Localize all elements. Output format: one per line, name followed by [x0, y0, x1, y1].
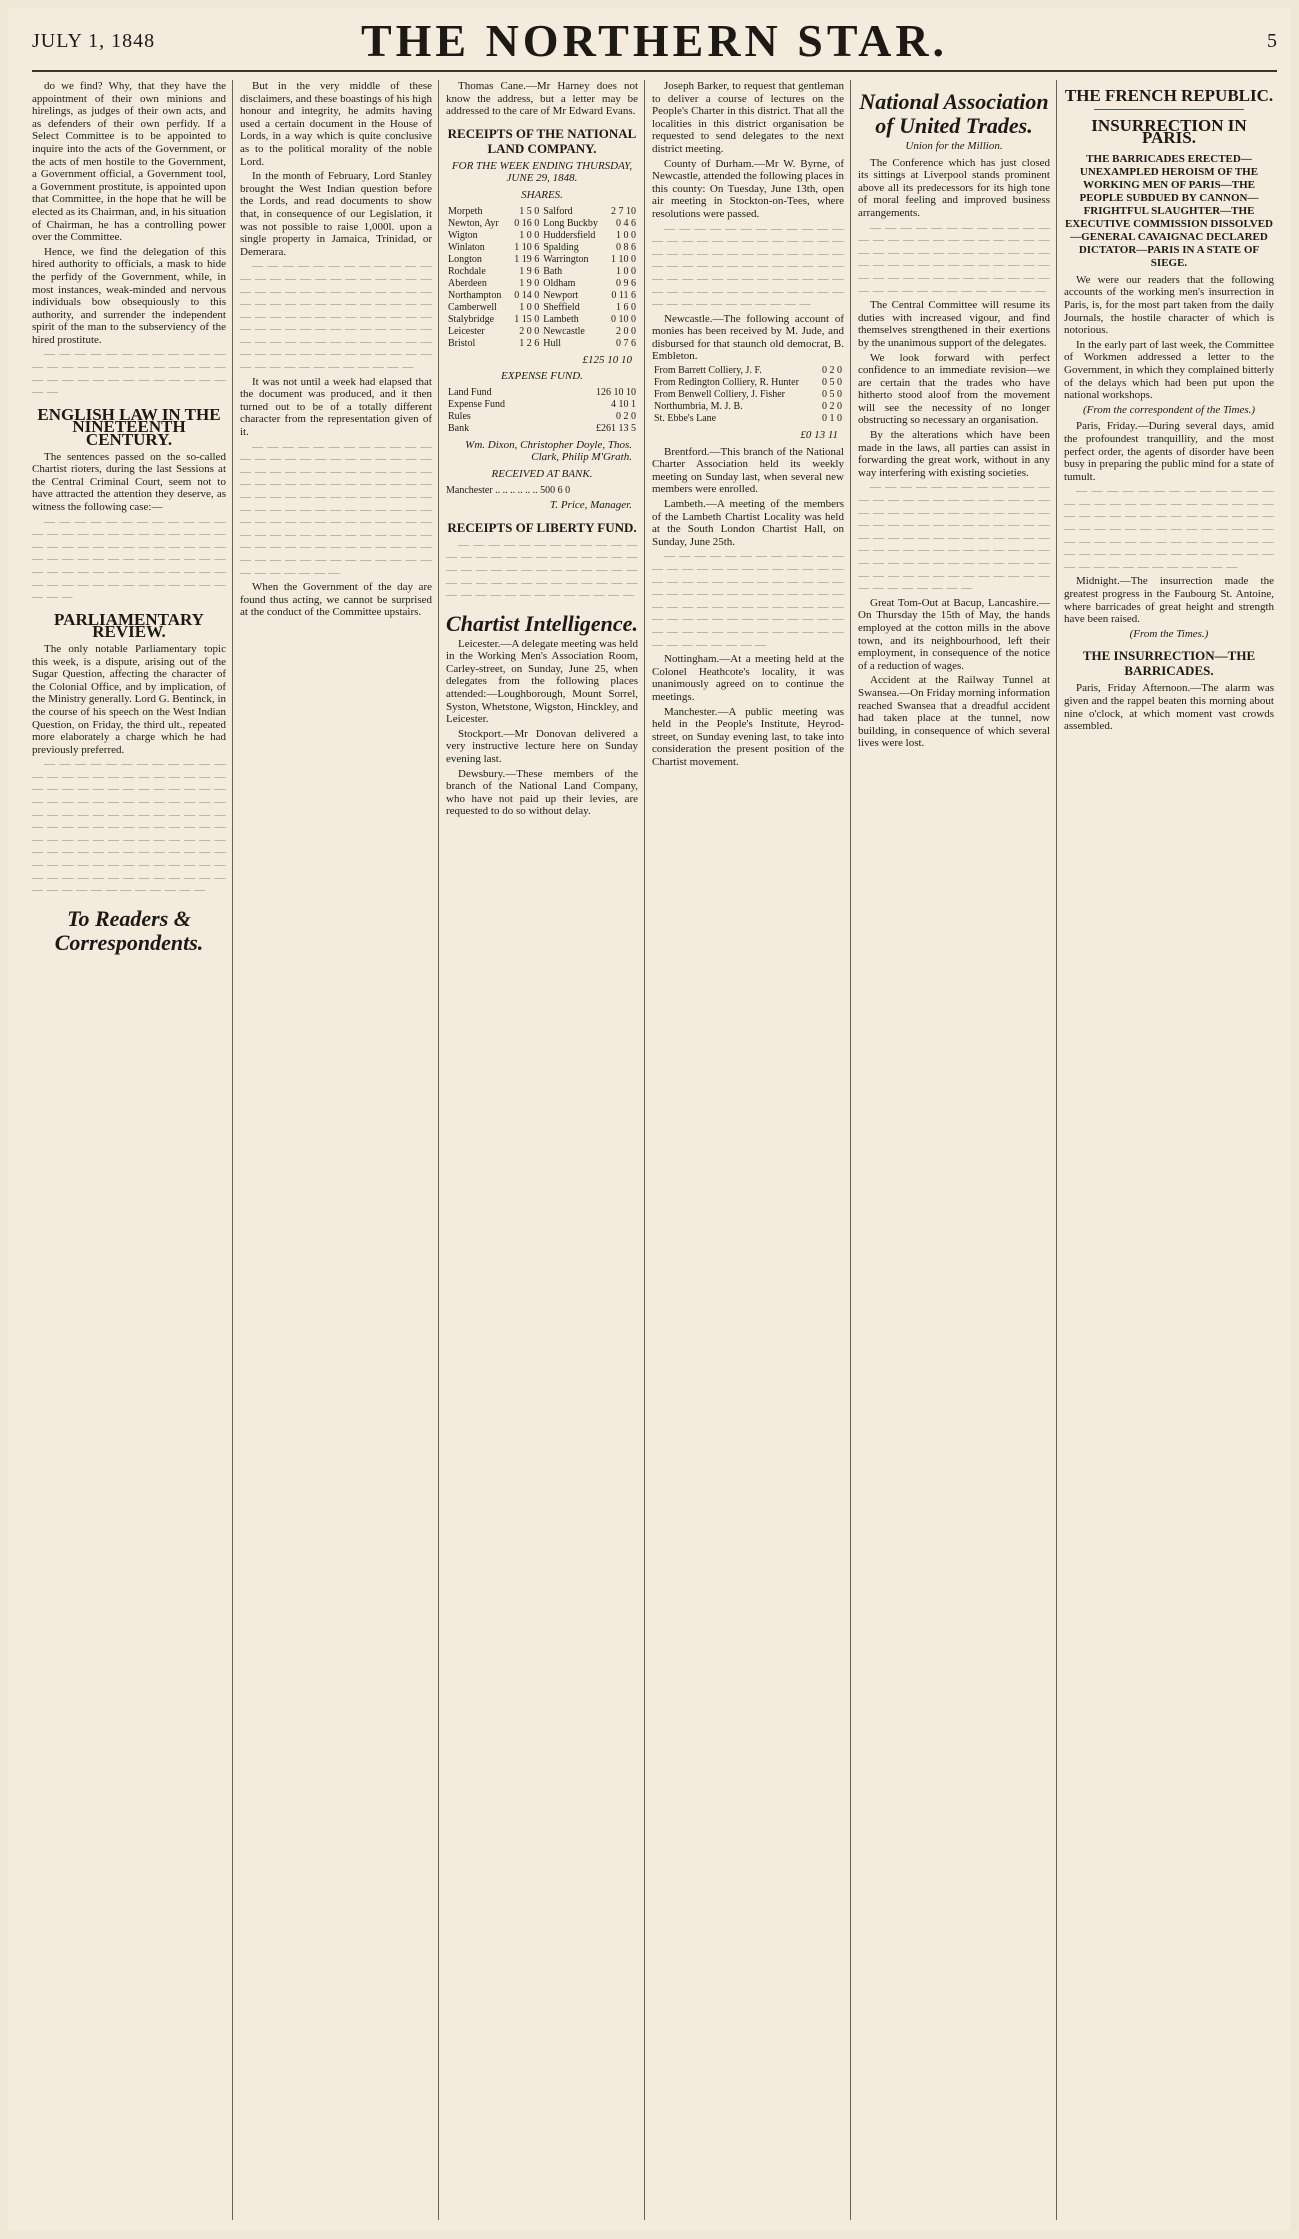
column-rule [438, 80, 439, 2220]
place-cell: Aberdeen [448, 277, 487, 289]
label-cell: From Benwell Colliery, J. Fisher [654, 389, 786, 401]
amount-cell: 1 5 0 [519, 205, 540, 217]
table-row [446, 278, 638, 290]
source-label: (From the Times.) [1129, 627, 1209, 640]
table-row [652, 401, 844, 413]
amount-cell: 0 5 0 [822, 377, 842, 389]
amount-cell: 126 10 10 [596, 386, 636, 398]
article-paragraph: The Conference which has just closed its sittings at Liverpool stands prominent above all its predecessors for its high tone of moral feeling and improved business arrangements. [858, 156, 1050, 219]
text-filler: — — — — — — — — — — — — — — — — — — — — — — — — — — — — — — — — — — — — — — — — — — — — — — — — — — — — — — — — — — — — — — — — — — — — — — — — — — — — — [858, 221, 1050, 297]
place-cell: Longton [448, 253, 482, 265]
article-paragraph: The sentences passed on the so-called Chartist rioters, during the last Sessions at the Central Criminal Court, seem not to have attracted the attention they deserve, as witness the following case:— [32, 450, 226, 513]
place-cell: Camberwell [448, 301, 497, 313]
amount-cell: 1 9 0 [519, 277, 540, 289]
table-row [446, 387, 638, 399]
amount-cell: 1 0 0 [616, 265, 636, 277]
column-rule [850, 80, 851, 2220]
article-paragraph: do we find? Why, that they have the appointment of their own minions and hirelings, as judges of their own acts, and as defenders of their own perfidy. If a Select Committee is to be appointed to inquire into the acts of the Government, or the acts of men hostile to the Government, a Government official, a Government tool, a Government prostitute, is appointed upon that Committee, in the hope that he will be elected as its Chairman, and, in his situation of Chairman, he has a controlling power over the Committee. [32, 80, 226, 244]
article-paragraph: We were our readers that the following accounts of the working men's insurrection in Paris, is, for the most part taken from the daily Journals, the hostile character of which is notorious. [1064, 273, 1274, 337]
amount-cell: 1 19 6 [514, 253, 540, 265]
article-paragraph: It was not until a week had elapsed that the document was produced, and it then turned out to be of a totally different character from the representation given of it. [240, 375, 432, 439]
section-heading: To Readers & Correspondents. [54, 905, 204, 955]
article-paragraph: Accident at the Railway Tunnel at Swansea.—On Friday morning information reached Swansea that a dreadful accident had taken place at the tunnel, now building, in consequence of which several lives were lost. [858, 674, 1050, 750]
article-paragraph: The Central Committee will resume its duties with increased vigour, and find themselves strengthened in their exertions by the unanimous support of the delegates. [858, 299, 1050, 349]
table-row [446, 254, 638, 266]
article-paragraph: Great Tom-Out at Bacup, Lancashire.—On Thursday the 15th of May, the hands employed at the cotton mills in the above town, and its neighbourhood, left their employment, in consequence of the notice of a reduction of wages. [858, 596, 1050, 672]
signatories: Wm. Dixon, Christopher Doyle, Thos. Clark, Philip M'Grath. [465, 438, 632, 464]
page-number: 5 [1267, 30, 1277, 52]
article-paragraph: When the Government of the day are found thus acting, we cannot be surprised at the conduct of the Committee upstairs. [240, 581, 432, 619]
article-paragraph: Paris, Friday Afternoon.—The alarm was given and the rappel beaten this morning about nine o'clock, at which moment vast crowds assembled. [1064, 682, 1274, 733]
text-filler: — — — — — — — — — — — — — — — — — — — — — — — — — — — — — — — — — — — — — — — — — — — — — — — — — — — — — — — — — — — — — — — — — — — — — — — — — — — — — — — — — — — — — — — — — — — — — — — — — — — — — — — — — — — — — — — [858, 481, 1050, 595]
table-label: SHARES. [521, 188, 563, 201]
amount-cell: 2 0 0 [519, 325, 540, 337]
section-heading: Chartist Intelligence. [446, 610, 638, 636]
article-paragraph: Brentford.—This branch of the National Charter Association held its weekly meeting on Sunday last, when several new members were enrolled. [652, 445, 844, 496]
table-row [446, 338, 638, 350]
section-heading: THE INSURRECTION—THE BARRICADES. [1082, 648, 1256, 679]
bank-line: Manchester .. .. .. .. .. .. 500 6 0 [446, 484, 571, 496]
rule [1094, 109, 1244, 110]
table-row [446, 302, 638, 314]
article-summary: THE BARRICADES ERECTED—UNEXAMPLED HEROISM OF THE WORKING MEN OF PARIS—THE PEOPLE SUBDUED BY CANNON—FRIGHTFUL SLAUGHTER—THE EXECUTIVE COMMISSION DISSOLVED—GENERAL CAVAIGNAC DECLARED DICTATOR—PARIS IN A STATE OF SIEGE. [1064, 152, 1274, 269]
place-cell: Newcastle [543, 325, 585, 337]
table-row [446, 290, 638, 302]
article-paragraph: Lambeth.—A meeting of the members of the Lambeth Chartist Locality was held at the South London Chartist Hall, on Sunday, June 25th. [652, 498, 844, 548]
label-cell: Land Fund [448, 386, 492, 398]
column-5 [858, 80, 1050, 2220]
amount-cell: 1 0 0 [519, 229, 540, 241]
table-row [652, 365, 844, 377]
place-cell: Bristol [448, 337, 476, 349]
table-label: RECEIVED AT BANK. [491, 467, 593, 480]
place-cell: Warrington [543, 253, 589, 265]
amount-cell: 2 0 0 [616, 325, 636, 337]
amount-cell: 0 1 0 [822, 413, 842, 425]
table-label: EXPENSE FUND. [501, 370, 583, 383]
text-filler: — — — — — — — — — — — — — — — — — — — — — — — — — — — — — — — — — — — — — — — — — — — — — — — — — — — — — — — — — — — — — — — — — — — — — — — — — — — — — — — — — — — — — — — — — — — — — — — — — — — — — — — — — — — — — — — — — — — [240, 260, 432, 374]
section-heading: RECEIPTS OF LIBERTY FUND. [447, 519, 637, 535]
place-cell: Newton, Ayr [448, 217, 499, 229]
column-4 [652, 80, 844, 2220]
amount-cell: 0 9 6 [616, 277, 636, 289]
place-cell: Northampton [448, 289, 502, 301]
article-paragraph: Hence, we find the delegation of this hired authority to officials, a mask to hide the perfidy of the Government, while, in most instances, weak-minded and nervous individuals bow obsequiously to this authority, and surrender the independent spirit of the man to the subserviency of the hired prostitute. [32, 245, 226, 346]
text-filler: — — — — — — — — — — — — — — — — — — — — — — — — — — — — — — — — — — — — — — — — — — — — — — — — — — — — — — — — — — — — — — — — — — — — — — — — — — — — — — — — — — — — — — — — — — — — — — — — — — — — — — — — — — — — — — — — — — — — — — — — — — — — — — — — — — — — — — — — — — — — — [32, 758, 226, 897]
place-cell: Sheffield [543, 301, 580, 313]
place-cell: Rochdale [448, 265, 486, 277]
amount-cell: 1 6 0 [616, 301, 636, 313]
table-row [446, 314, 638, 326]
column-2 [240, 80, 432, 2220]
amount-cell: 0 7 6 [616, 337, 636, 349]
text-filler: — — — — — — — — — — — — — — — — — — — — — — — — — — — — — — — — — — — — — — — — — — — — — — — — — — — — — — — — — — — — — — — — — — — — — — — — — — — — — — — — — — — — — — — — — — — — — — — — — — — — — — — — — — — — — — — — — — — — — — — — — — — — — — — — — — — — — — — — [240, 440, 432, 579]
place-cell: Oldham [543, 277, 576, 289]
place-cell: Stalybridge [448, 313, 495, 325]
place-cell: Morpeth [448, 205, 483, 217]
article-paragraph: Paris, Friday.—During several days, amid the profoundest tranquillity, and the most perfect order, the agents of disorder have been busy in preparing the public mind for a state of tumult. [1064, 420, 1274, 483]
table-row [446, 411, 638, 423]
bank-signature: T. Price, Manager. [550, 499, 632, 512]
section-heading: National Association of United Trades. [859, 89, 1049, 138]
masthead-rule [32, 70, 1277, 72]
section-subheading: FOR THE WEEK ENDING THURSDAY, JUNE 29, 1848. [451, 159, 633, 185]
article-paragraph: Joseph Barker, to request that gentleman to deliver a course of lectures on the People's Charter in this district. That all the localities in this district organisation be requested to send delegates to the next district meeting. [652, 80, 844, 155]
place-cell: Wigton [448, 229, 478, 241]
table-row [446, 206, 638, 218]
newspaper-page [8, 8, 1291, 2231]
label-cell: Northumbria, M. J. B. [654, 401, 743, 413]
text-filler: — — — — — — — — — — — — — — — — — — — — — — — — — — — — — — — — — — — — — — — — — — — — — — — — — — — — — — — — — — — — — — — — — — — — — — — — — — — — — — — — [32, 515, 226, 604]
place-cell: Huddersfield [543, 229, 596, 241]
article-paragraph: In the early part of last week, the Committee of Workmen addressed a letter to the Government, in which they complained bitterly of the delays which had been put upon the national workshops. [1064, 338, 1274, 402]
section-motto: Union for the Million. [905, 140, 1003, 152]
section-heading: INSURRECTION IN PARIS. [1091, 115, 1247, 148]
amount-cell: 0 2 0 [822, 365, 842, 377]
label-cell: From Redington Colliery, R. Hunter [654, 377, 799, 389]
column-rule [232, 80, 233, 2220]
label-cell: Expense Fund [448, 398, 505, 410]
section-heading: PARLIAMENTARY REVIEW. [54, 609, 204, 642]
article-paragraph: Midnight.—The insurrection made the greatest progress in the Faubourg St. Antoine, where barricades of great height and strength have been raised. [1064, 575, 1274, 626]
label-cell: St. Ebbe's Lane [654, 413, 717, 425]
article-paragraph: Newcastle.—The following account of monies has been received by M. Jude, and disbursed for that staunch old democrat, B. Embleton. [652, 312, 844, 363]
table-row [652, 377, 844, 389]
amount-cell: 0 2 0 [616, 410, 636, 422]
amount-cell: £261 13 5 [596, 422, 636, 434]
shares-total: £125 10 10 [582, 353, 632, 366]
amount-cell: 1 10 0 [611, 253, 636, 265]
amount-cell: 0 16 0 [514, 217, 540, 229]
amount-cell: 1 0 0 [616, 229, 636, 241]
table-row [652, 389, 844, 401]
column-3 [446, 80, 638, 2220]
text-filler: — — — — — — — — — — — — — — — — — — — — — — — — — — — — — — — — — — — — — — — — [32, 348, 226, 399]
article-paragraph: Manchester.—A public meeting was held in the People's Institute, Heyrod-street, on Sunday evening last, to take into consideration the present position of the Chartist movement. [652, 705, 844, 768]
place-cell: Lambeth [543, 313, 579, 325]
label-cell: Rules [448, 410, 471, 422]
table-row [446, 242, 638, 254]
place-cell: Spalding [543, 241, 579, 253]
place-cell: Winlaton [448, 241, 485, 253]
place-cell: Newport [543, 289, 579, 301]
totals-table [446, 387, 638, 435]
table-row [446, 399, 638, 411]
place-cell: Leicester [448, 325, 485, 337]
amount-cell: 2 7 10 [611, 205, 636, 217]
article-paragraph: Dewsbury.—These members of the branch of the National Land Company, who have not paid up their levies, are requested to do so without delay. [446, 767, 638, 818]
table-row [446, 218, 638, 230]
place-cell: Long Buckby [543, 217, 598, 229]
amount-cell: 1 9 6 [519, 265, 540, 277]
table-row [652, 413, 844, 425]
section-heading: THE FRENCH REPUBLIC. [1064, 86, 1274, 105]
place-cell: Salford [543, 205, 573, 217]
article-paragraph: We look forward with perfect confidence to an immediate revision—we are certain that the trades who have hitherto stood aloof from the movement will see the necessity of no longer obstructing so necessary an organisation. [858, 351, 1050, 427]
amount-cell: 1 0 0 [519, 301, 540, 313]
table-row [446, 230, 638, 242]
amount-cell: 0 8 6 [616, 241, 636, 253]
section-heading: ENGLISH LAW IN THE NINETEENTH CENTURY. [37, 404, 221, 450]
column-rule [644, 80, 645, 2220]
newspaper-title: THE NORTHERN STAR. [360, 15, 949, 66]
masthead [32, 8, 1277, 74]
amount-cell: 1 2 6 [519, 337, 540, 349]
table-row [446, 423, 638, 435]
article-paragraph: The only notable Parliamentary topic this week, is a dispute, arising out of the Sugar Question, affecting the character of the Colonial Office, and by implication, of the Ministry generally. Lord G. Bentinck, in the course of his speech on the West Indian Question, on Friday, the third ult., repeated more elaborately a charge which he had previously preferred. [32, 642, 226, 756]
shares-table [446, 206, 638, 350]
article-paragraph: By the alterations which have been made in the laws, all parties can assist in forwarding the great work, without in any way interfering with existing societies. [858, 429, 1050, 479]
column-rule [1056, 80, 1057, 2220]
article-paragraph: County of Durham.—Mr W. Byrne, of Newcastle, attended the following places in this county: On Tuesday, June 13th, open air meeting in Stockton-on-Tees, where resolutions were passed. [652, 157, 844, 220]
subscriptions-total: £0 13 11 [800, 429, 838, 442]
amount-cell: 0 2 0 [822, 401, 842, 413]
text-filler: — — — — — — — — — — — — — — — — — — — — — — — — — — — — — — — — — — — — — — — — — — — — — — — — — — — — — — — — — — — — — — — — — — — — — — — — — — — — — — — — — — — — — — — — — — — — — — — [1064, 485, 1274, 573]
label-cell: From Barrett Colliery, J. F. [654, 365, 762, 377]
amount-cell: 1 10 6 [514, 241, 540, 253]
subscriptions-table [652, 365, 844, 425]
amount-cell: 0 14 0 [514, 289, 540, 301]
amount-cell: 0 4 6 [616, 217, 636, 229]
article-paragraph: Leicester.—A delegate meeting was held in the Working Men's Association Room, Carley-street, on Sunday, June 25, when delegates from the following places attended:—Loughborough, Mount Sorrel, Syston, Whetstone, Wigston, Hinckley, and Leicester. [446, 637, 638, 726]
place-cell: Bath [543, 265, 563, 277]
column-1 [32, 80, 226, 2220]
amount-cell: 0 10 0 [611, 313, 636, 325]
label-cell: Bank [448, 422, 470, 434]
correspondent-notice: Thomas Cane.—Mr Harney does not know the address, but a letter may be addressed to the care of Mr Edward Evans. [446, 80, 638, 118]
table-row [446, 266, 638, 278]
article-paragraph: But in the very middle of these disclaimers, and these boastings of his high honour and integrity, he admits having used a certain document in the House of Lords, in a way which is quite conclusive as to the political morality of the noble Lord. [240, 80, 432, 168]
text-filler: — — — — — — — — — — — — — — — — — — — — — — — — — — — — — — — — — — — — — — — — — — — — — — — — — — — — — — — — — — — — — — — — [446, 538, 638, 602]
place-cell: Hull [543, 337, 561, 349]
column-6 [1064, 80, 1274, 2220]
amount-cell: 1 15 0 [514, 313, 540, 325]
amount-cell: 4 10 1 [611, 398, 636, 410]
text-filler: — — — — — — — — — — — — — — — — — — — — — — — — — — — — — — — — — — — — — — — — — — — — — — — — — — — — — — — — — — — — — — — — — — — — — — — — — — — — — — — — — — — — — — — — — — — — — — — — — — [652, 550, 844, 651]
issue-date: JULY 1, 1848 [32, 30, 156, 52]
amount-cell: 0 11 6 [611, 289, 636, 301]
table-row [446, 326, 638, 338]
section-heading: RECEIPTS OF THE NATIONAL LAND COMPANY. [447, 125, 637, 156]
article-paragraph: In the month of February, Lord Stanley brought the West Indian question before the Lords, and read documents to show that, in consequence of our Legislation, it was not possible to raise 1,000l. upon a single property in Jamaica, Trinidad, or Demerara. [240, 170, 432, 258]
amount-cell: 0 5 0 [822, 389, 842, 401]
source-label: (From the correspondent of the Times.) [1082, 403, 1256, 416]
article-paragraph: Nottingham.—At a meeting held at the Colonel Heathcote's locality, it was unanimously agreed on to continue the meetings. [652, 653, 844, 703]
article-paragraph: Stockport.—Mr Donovan delivered a very instructive lecture here on Sunday evening last. [446, 727, 638, 766]
text-filler: — — — — — — — — — — — — — — — — — — — — — — — — — — — — — — — — — — — — — — — — — — — — — — — — — — — — — — — — — — — — — — — — — — — — — — — — — — — — — — — — — — — — — — — — [652, 222, 844, 311]
